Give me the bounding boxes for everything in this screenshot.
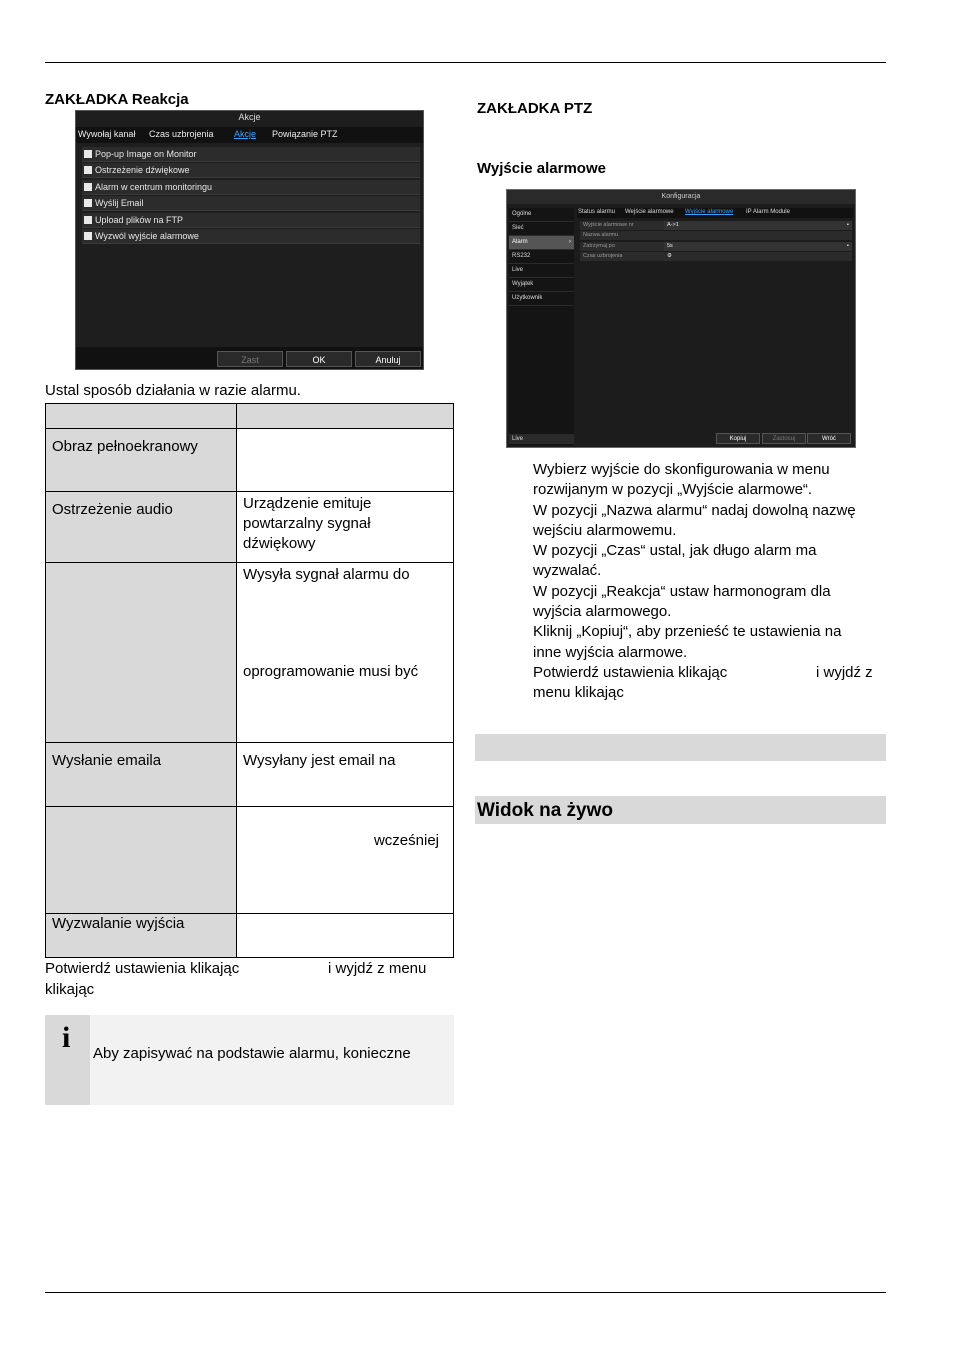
actions-table xyxy=(45,403,454,958)
tab-ip-alarm-module[interactable]: IP Alarm Module xyxy=(746,209,790,215)
confirm-text-c: klikając xyxy=(45,981,95,998)
sidebar-item-live[interactable]: Live xyxy=(509,264,574,278)
chevron-right-icon: › xyxy=(569,239,571,245)
step-line: wyzwalać. xyxy=(533,562,602,580)
dialog-tabs xyxy=(76,127,423,143)
step-line xyxy=(533,663,885,683)
options-list xyxy=(82,147,420,245)
actions-dialog-screenshot xyxy=(75,110,424,370)
row-desc: Urządzenie emituje powtarzalny sygnał dźwiękowy xyxy=(237,492,454,563)
output-select[interactable] xyxy=(664,221,852,230)
gear-icon[interactable]: ⚙ xyxy=(664,252,852,261)
step-line: menu klikając xyxy=(533,683,624,701)
checkbox[interactable] xyxy=(84,216,92,224)
intro-text: Ustal sposób działania w razie alarmu. xyxy=(45,382,301,399)
row-desc: Wysyłany jest email na xyxy=(237,743,454,807)
sidebar-item-alarm[interactable] xyxy=(509,236,574,250)
step-line: wyjścia alarmowego. xyxy=(533,603,672,621)
tab-actions[interactable]: Akcje xyxy=(234,129,257,139)
sidebar-item-exception[interactable]: Wyjątek xyxy=(509,278,574,292)
row-desc xyxy=(237,807,454,914)
step-line: W pozycji „Czas“ ustal, jak długo alarm ma xyxy=(533,542,817,560)
option-ftp-upload[interactable] xyxy=(82,213,420,228)
row-name: Obraz pełnoekranowy xyxy=(46,429,237,492)
info-box xyxy=(45,1015,454,1105)
checkbox[interactable] xyxy=(84,199,92,207)
option-label: Wyślij Email xyxy=(95,198,144,209)
tab-arming-time[interactable]: Czas uzbrojenia xyxy=(149,129,214,139)
save-button[interactable]: Zast xyxy=(217,351,283,367)
select-value: A->1 xyxy=(667,222,679,228)
tab-alarm-status[interactable]: Status alarmu xyxy=(578,209,616,215)
table-row xyxy=(46,492,454,563)
row-desc xyxy=(237,563,454,743)
option-label: Wyzwól wyjście alarmowe xyxy=(95,230,199,241)
header-cell xyxy=(46,404,237,429)
row-name: Ostrzeżenie audio xyxy=(46,492,237,563)
bottom-rule xyxy=(45,1292,886,1293)
checkbox[interactable] xyxy=(84,232,92,240)
dialog-title: Akcje xyxy=(238,112,261,122)
config-tabs xyxy=(577,208,853,218)
row-name: Wysłanie emaila xyxy=(46,743,237,807)
row-arming-time xyxy=(580,252,852,261)
tab-alarm-output[interactable]: Wyjście alarmowe xyxy=(685,209,734,215)
sidebar-item-rs232[interactable]: RS232 xyxy=(509,250,574,264)
option-label: Alarm w centrum monitoringu xyxy=(95,181,213,192)
config-screenshot xyxy=(506,189,856,448)
option-monitoring-center[interactable] xyxy=(82,180,420,195)
dialog-footer xyxy=(76,347,423,369)
option-label: Ostrzeżenie dźwiękowe xyxy=(95,165,190,176)
row-alarm-name xyxy=(580,231,852,240)
section-title-live-view: Widok na żywo xyxy=(477,800,614,821)
config-title: Konfiguracja xyxy=(507,190,855,204)
option-label: Upload plików na FTP xyxy=(95,214,184,225)
table-header-row xyxy=(46,404,454,429)
row-desc-line: oprogramowanie musi być xyxy=(243,663,419,680)
info-text: Aby zapisywać na podstawie alarmu, konieczne xyxy=(93,1045,411,1062)
tab-alarm-input[interactable]: Wejście alarmowe xyxy=(625,209,674,215)
info-sidebar xyxy=(45,1015,90,1105)
row-name xyxy=(46,807,237,914)
row-name xyxy=(46,563,237,743)
option-send-email[interactable] xyxy=(82,196,420,211)
steps-list xyxy=(533,460,885,703)
sidebar-item-network[interactable]: Sieć xyxy=(509,222,574,236)
table-row xyxy=(46,914,454,958)
option-label: Pop-up Image on Monitor xyxy=(95,149,197,159)
config-sidebar xyxy=(509,208,574,446)
row-name: Wyzwalanie wyjścia xyxy=(46,914,237,958)
checkbox[interactable] xyxy=(84,183,92,191)
sidebar-item-label: Alarm xyxy=(512,239,528,245)
header-cell xyxy=(237,404,454,429)
config-rows xyxy=(580,221,852,262)
top-rule xyxy=(45,62,886,63)
table-row xyxy=(46,807,454,914)
step-line: Kliknij „Kopiuj“, aby przenieść te ustawienia na xyxy=(533,623,842,641)
table-row xyxy=(46,743,454,807)
row-label: Nazwa alarmu xyxy=(583,232,619,239)
ok-button[interactable]: OK xyxy=(286,351,352,367)
table-row xyxy=(46,563,454,743)
option-popup-image[interactable] xyxy=(82,147,420,162)
copy-button[interactable]: Kopiuj xyxy=(716,433,760,444)
confirm-text-a: Potwierdź ustawienia klikając xyxy=(45,960,240,977)
step-line: wejściu alarmowemu. xyxy=(533,521,677,539)
option-trigger-output[interactable] xyxy=(82,229,420,244)
back-button[interactable]: Wróć xyxy=(807,433,851,444)
step-line: Wybierz wyjście do skonfigurowania w menu xyxy=(533,461,830,478)
row-label: Czas uzbrojenia xyxy=(583,252,623,259)
row-output-number xyxy=(580,221,852,230)
row-desc xyxy=(237,914,454,958)
step-line: rozwijanym w pozycji „Wyjście alarmowe“. xyxy=(533,481,813,499)
step-line: inne wyjścia alarmowe. xyxy=(533,643,688,661)
note-bar xyxy=(475,734,886,761)
spacer xyxy=(243,585,447,662)
alarm-name-input[interactable] xyxy=(664,231,852,240)
heading-alarm-output: Wyjście alarmowe xyxy=(477,160,606,177)
row-label: Wyjście alarmowe nr xyxy=(583,222,634,228)
checkbox[interactable] xyxy=(84,166,92,174)
apply-button[interactable]: Zastosuj xyxy=(762,433,806,444)
dropdown-arrow-icon: ▪ xyxy=(847,222,849,228)
row-stop-after xyxy=(580,242,852,251)
row-desc xyxy=(237,429,454,492)
live-view-button[interactable]: Live xyxy=(509,434,574,444)
confirm-text-b: i wyjdź z xyxy=(816,663,873,681)
confirm-text-b: i wyjdź z menu xyxy=(328,960,427,977)
checkbox[interactable] xyxy=(84,150,92,158)
heading-ptz: ZAKŁADKA PTZ xyxy=(477,100,593,117)
step-line: W pozycji „Reakcja“ ustaw harmonogram dla xyxy=(533,582,831,600)
row-label: Zatrzymaj po xyxy=(583,242,615,249)
dropdown-arrow-icon: ▪ xyxy=(847,242,849,249)
option-audio-warning[interactable] xyxy=(82,163,420,178)
step-line: W pozycji „Nazwa alarmu“ nadaj dowolną nazwę xyxy=(533,501,856,519)
cancel-button[interactable]: Anuluj xyxy=(355,351,421,367)
row-desc-line: Wysyła sygnał alarmu do xyxy=(243,566,410,583)
sidebar-item-general[interactable]: Ogólne xyxy=(509,208,574,222)
table-row xyxy=(46,429,454,492)
select-value: 5s xyxy=(667,242,673,249)
row-desc-text: wcześniej xyxy=(373,832,439,849)
tab-ptz-link[interactable]: Powiązanie PTZ xyxy=(272,129,338,139)
stop-after-select[interactable] xyxy=(664,242,852,251)
heading-reakcja: ZAKŁADKA Reakcja xyxy=(45,91,189,108)
sidebar-item-user[interactable]: Użytkownik xyxy=(509,292,574,306)
confirm-text-a: Potwierdź ustawienia klikając xyxy=(533,663,728,681)
tab-call-channel[interactable]: Wywołaj kanał xyxy=(78,129,136,139)
info-icon: i xyxy=(62,1021,71,1054)
